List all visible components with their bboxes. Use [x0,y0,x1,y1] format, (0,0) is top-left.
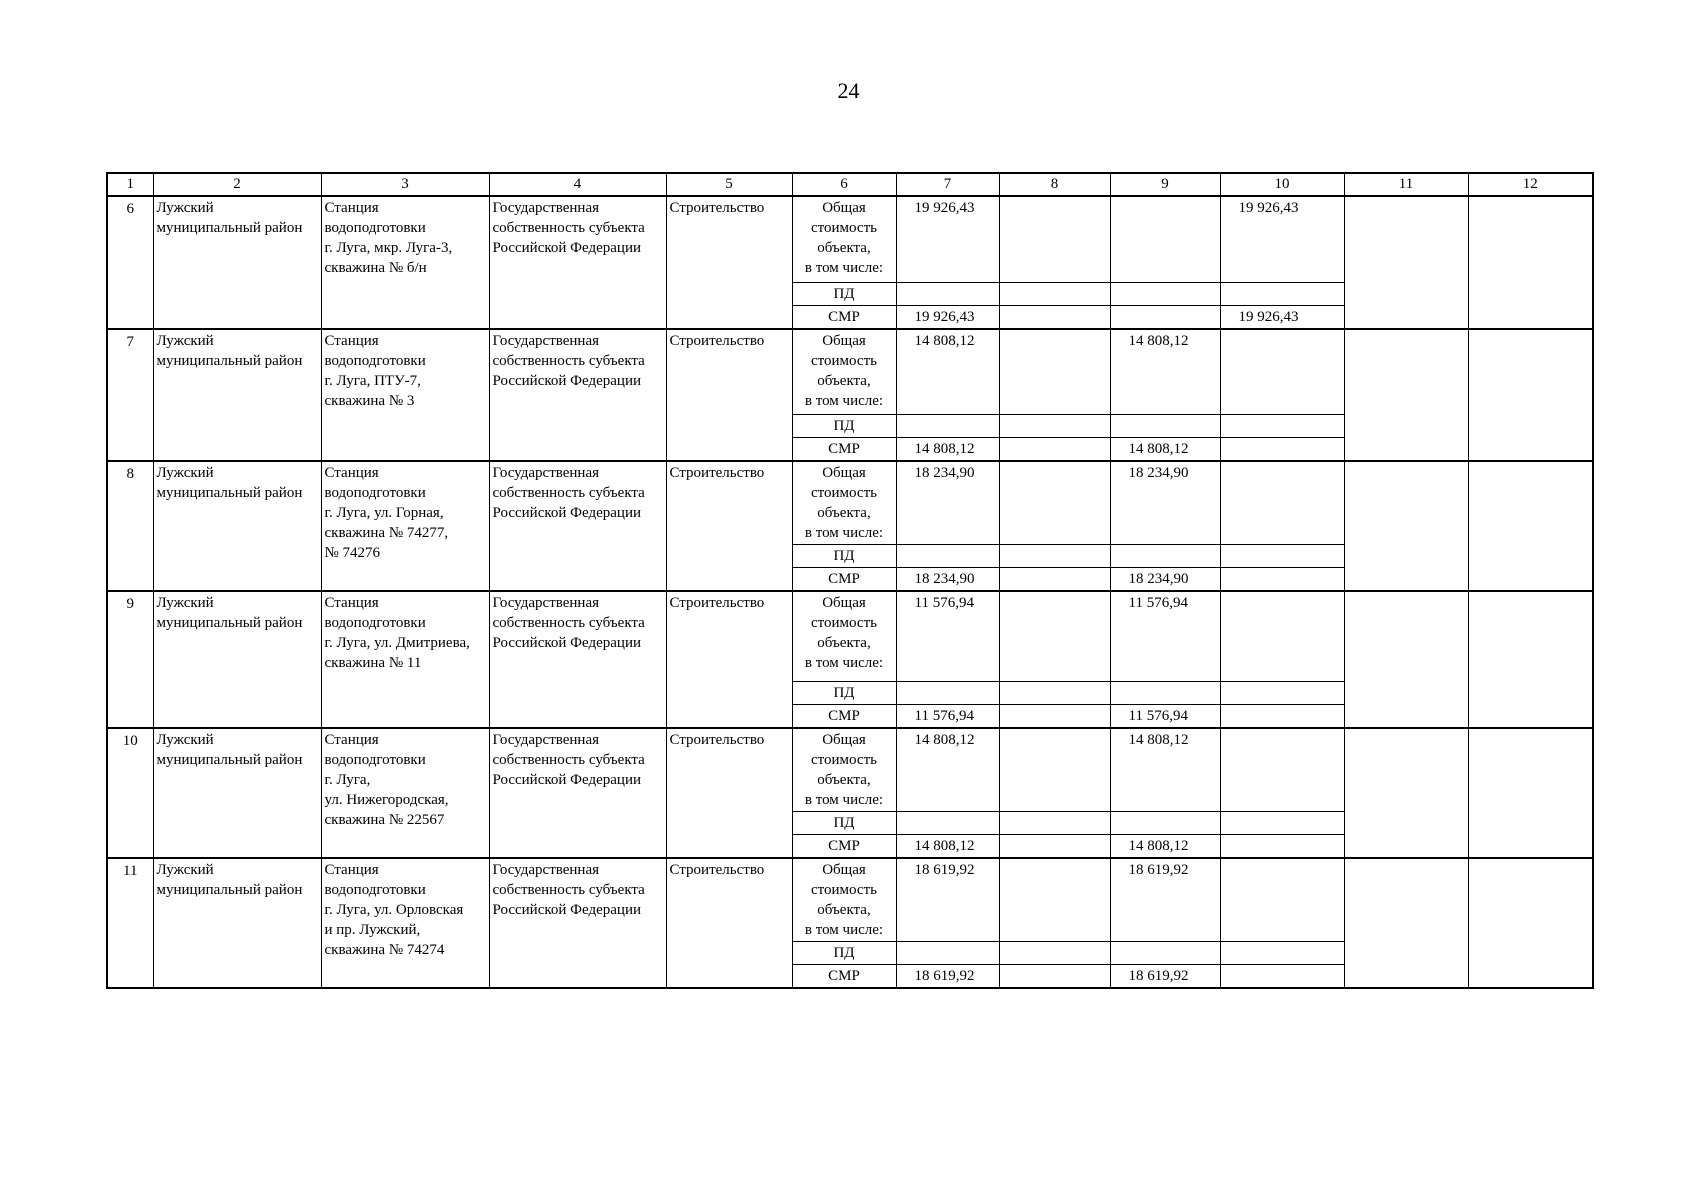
table-row [107,329,1593,415]
value-col-10 [1220,591,1344,681]
object-entry [107,858,1593,988]
value-col-10 [1220,728,1344,812]
value-col-7: 19 926,43 [896,196,999,282]
district-cell: Лужский муниципальный район [153,728,321,858]
cost-label-cell: Общая стоимость объекта, в том числе: [792,329,896,415]
column-number: 1 [107,173,153,196]
value-col-10 [1220,704,1344,728]
cost-label-cell: СМР [792,964,896,988]
cost-label-cell: СМР [792,704,896,728]
object-entry [107,461,1593,591]
value-col-8 [999,568,1110,592]
value-col-10 [1220,461,1344,545]
value-col-7: 14 808,12 [896,728,999,812]
cost-label-cell: ПД [792,811,896,834]
table-row [107,461,1593,545]
value-col-7 [896,681,999,704]
value-col-9: 18 234,90 [1110,461,1220,545]
column-number: 4 [489,173,666,196]
work-type-cell: Строительство [666,461,792,591]
value-col-7 [896,415,999,438]
value-col-8 [999,811,1110,834]
value-col-10 [1220,545,1344,568]
value-col-9: 18 234,90 [1110,568,1220,592]
work-type-cell: Строительство [666,329,792,462]
column-number: 2 [153,173,321,196]
value-col-10 [1220,329,1344,415]
value-col-12 [1468,858,1593,988]
value-col-7 [896,941,999,964]
value-col-9: 18 619,92 [1110,858,1220,942]
value-col-9 [1110,941,1220,964]
table-row [107,591,1593,681]
cost-label-cell: ПД [792,681,896,704]
value-col-9: 18 619,92 [1110,964,1220,988]
row-number: 8 [107,461,153,591]
value-col-9 [1110,305,1220,329]
cost-label-cell: ПД [792,941,896,964]
value-col-8 [999,196,1110,282]
cost-label-cell: СМР [792,568,896,592]
value-col-7 [896,282,999,305]
object-entry [107,728,1593,858]
ownership-cell: Государственная собственность субъекта Российской Федерации [489,591,666,728]
cost-label-cell: Общая стоимость объекта, в том числе: [792,196,896,282]
value-col-8 [999,941,1110,964]
ownership-cell: Государственная собственность субъекта Российской Федерации [489,196,666,329]
value-col-8 [999,591,1110,681]
row-number: 7 [107,329,153,462]
object-entry [107,591,1593,728]
value-col-10 [1220,282,1344,305]
value-col-7: 18 619,92 [896,858,999,942]
value-col-9 [1110,282,1220,305]
value-col-11 [1344,329,1468,462]
work-type-cell: Строительство [666,728,792,858]
value-col-12 [1468,329,1593,462]
value-col-9: 14 808,12 [1110,438,1220,462]
table-row [107,858,1593,942]
value-col-9: 14 808,12 [1110,728,1220,812]
value-col-11 [1344,728,1468,858]
page-number: 24 [837,78,860,103]
cost-label-cell: ПД [792,282,896,305]
cost-label-cell: СМР [792,305,896,329]
work-type-cell: Строительство [666,858,792,988]
column-number: 9 [1110,173,1220,196]
value-col-7 [896,545,999,568]
value-col-9 [1110,545,1220,568]
cost-label-cell: СМР [792,438,896,462]
value-col-7: 14 808,12 [896,834,999,858]
value-col-10: 19 926,43 [1220,196,1344,282]
value-col-12 [1468,461,1593,591]
column-number: 12 [1468,173,1593,196]
value-col-9 [1110,811,1220,834]
work-type-cell: Строительство [666,591,792,728]
object-name-cell: Станция водоподготовки г. Луга, ПТУ-7, скважина № 3 [321,329,489,462]
column-number: 6 [792,173,896,196]
value-col-10 [1220,964,1344,988]
value-col-7: 18 234,90 [896,461,999,545]
value-col-10 [1220,811,1344,834]
object-entry [107,196,1593,329]
value-col-7: 19 926,43 [896,305,999,329]
ownership-cell: Государственная собственность субъекта Российской Федерации [489,329,666,462]
value-col-9: 14 808,12 [1110,329,1220,415]
value-col-8 [999,858,1110,942]
value-col-9 [1110,415,1220,438]
value-col-8 [999,545,1110,568]
column-number-row [107,173,1593,196]
ownership-cell: Государственная собственность субъекта Российской Федерации [489,728,666,858]
column-number: 5 [666,173,792,196]
district-cell: Лужский муниципальный район [153,196,321,329]
column-number: 8 [999,173,1110,196]
value-col-10 [1220,681,1344,704]
value-col-10 [1220,834,1344,858]
value-col-10 [1220,568,1344,592]
ownership-cell: Государственная собственность субъекта Российской Федерации [489,858,666,988]
object-name-cell: Станция водоподготовки г. Луга, мкр. Луга-3, скважина № б/н [321,196,489,329]
cost-label-cell: Общая стоимость объекта, в том числе: [792,591,896,681]
value-col-8 [999,282,1110,305]
value-col-7: 14 808,12 [896,329,999,415]
value-col-9: 14 808,12 [1110,834,1220,858]
value-col-7: 18 619,92 [896,964,999,988]
value-col-11 [1344,591,1468,728]
object-entry [107,329,1593,462]
cost-label-cell: Общая стоимость объекта, в том числе: [792,461,896,545]
object-name-cell: Станция водоподготовки г. Луга, ул. Дмитриева, скважина № 11 [321,591,489,728]
row-number: 10 [107,728,153,858]
value-col-10 [1220,415,1344,438]
object-name-cell: Станция водоподготовки г. Луга, ул. Горная, скважина № 74277, № 74276 [321,461,489,591]
value-col-7: 11 576,94 [896,704,999,728]
value-col-8 [999,329,1110,415]
value-col-11 [1344,196,1468,329]
value-col-7: 18 234,90 [896,568,999,592]
row-number: 6 [107,196,153,329]
cost-label-cell: ПД [792,545,896,568]
district-cell: Лужский муниципальный район [153,461,321,591]
column-number: 10 [1220,173,1344,196]
district-cell: Лужский муниципальный район [153,591,321,728]
value-col-11 [1344,461,1468,591]
cost-label-cell: ПД [792,415,896,438]
value-col-10 [1220,858,1344,942]
work-type-cell: Строительство [666,196,792,329]
value-col-8 [999,704,1110,728]
value-col-7: 11 576,94 [896,591,999,681]
value-col-8 [999,305,1110,329]
ownership-cell: Государственная собственность субъекта Российской Федерации [489,461,666,591]
value-col-8 [999,681,1110,704]
value-col-9 [1110,681,1220,704]
value-col-8 [999,461,1110,545]
district-cell: Лужский муниципальный район [153,329,321,462]
value-col-8 [999,415,1110,438]
table-row [107,196,1593,282]
value-col-9 [1110,196,1220,282]
value-col-8 [999,438,1110,462]
value-col-9: 11 576,94 [1110,591,1220,681]
value-col-10 [1220,438,1344,462]
value-col-7: 14 808,12 [896,438,999,462]
value-col-12 [1468,591,1593,728]
register-table [106,172,1594,989]
column-number: 11 [1344,173,1468,196]
row-number: 9 [107,591,153,728]
cost-label-cell: СМР [792,834,896,858]
value-col-8 [999,964,1110,988]
object-name-cell: Станция водоподготовки г. Луга, ул. Орловская и пр. Лужский, скважина № 74274 [321,858,489,988]
value-col-10: 19 926,43 [1220,305,1344,329]
value-col-12 [1468,728,1593,858]
cost-label-cell: Общая стоимость объекта, в том числе: [792,858,896,942]
row-number: 11 [107,858,153,988]
value-col-8 [999,834,1110,858]
column-number: 3 [321,173,489,196]
cost-label-cell: Общая стоимость объекта, в том числе: [792,728,896,812]
value-col-7 [896,811,999,834]
table-row [107,728,1593,812]
district-cell: Лужский муниципальный район [153,858,321,988]
column-number: 7 [896,173,999,196]
value-col-11 [1344,858,1468,988]
object-name-cell: Станция водоподготовки г. Луга, ул. Нижегородская, скважина № 22567 [321,728,489,858]
value-col-8 [999,728,1110,812]
value-col-10 [1220,941,1344,964]
value-col-12 [1468,196,1593,329]
value-col-9: 11 576,94 [1110,704,1220,728]
